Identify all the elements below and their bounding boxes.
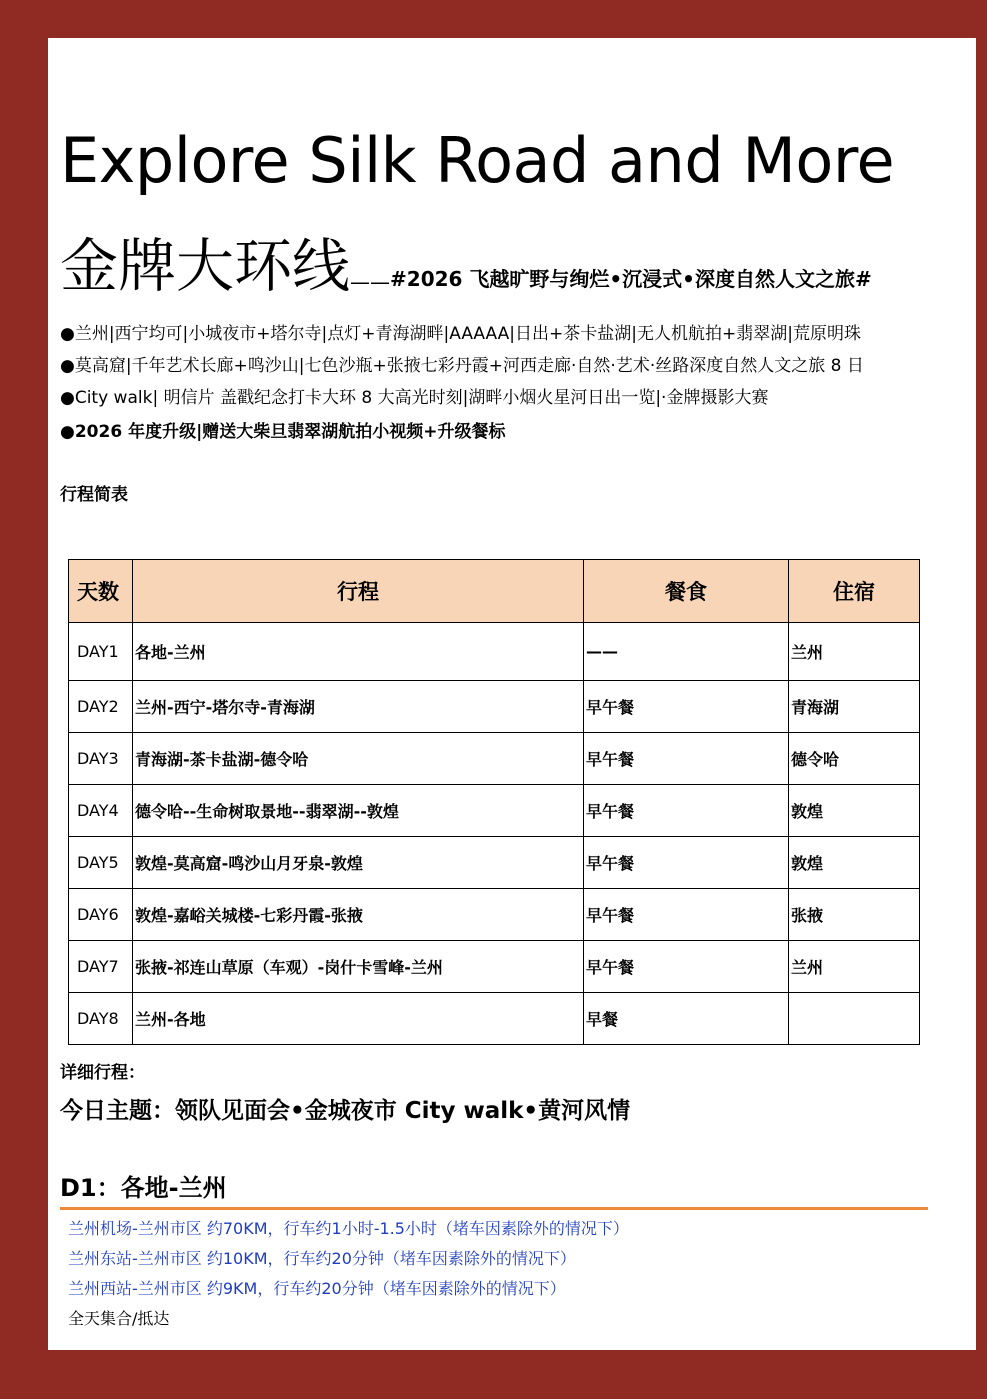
- cell-day: DAY6: [69, 889, 133, 941]
- table-row: [69, 889, 920, 941]
- itinerary-table: [68, 559, 920, 1045]
- document-page: [48, 38, 976, 1350]
- day1-transfer-list: [68, 1214, 629, 1334]
- cell-meals: 早午餐: [584, 837, 789, 889]
- cell-route: 敦煌-莫高窟-鸣沙山月牙泉-敦煌: [133, 837, 584, 889]
- title-dash: ——: [350, 270, 391, 294]
- cell-route: 兰州-各地: [133, 993, 584, 1045]
- cell-hotel: [789, 993, 920, 1045]
- cell-hotel: 张掖: [789, 889, 920, 941]
- cell-route: 兰州-西宁-塔尔寺-青海湖: [133, 681, 584, 733]
- bullet-item-upgrade: ●2026 年度升级|赠送大柴旦翡翠湖航拍小视频+升级餐标: [60, 422, 506, 442]
- arrival-note: 全天集合/抵达: [68, 1309, 170, 1328]
- cell-meals: 早午餐: [584, 785, 789, 837]
- table-row: [69, 993, 920, 1045]
- cell-hotel: 兰州: [789, 941, 920, 993]
- header-day: 天数: [69, 560, 133, 623]
- title-subtitle: #2026 飞越旷野与绚烂•沉浸式•深度自然人文之旅#: [390, 267, 872, 291]
- cell-route: 德令哈--生命树取景地--翡翠湖--敦煌: [133, 785, 584, 837]
- cell-day: DAY7: [69, 941, 133, 993]
- header-route: 行程: [133, 560, 584, 623]
- cell-meals: 早餐: [584, 993, 789, 1045]
- transfer-item: 兰州机场-兰州市区 约70KM，行车约1小时-1.5小时（堵车因素除外的情况下）: [68, 1219, 629, 1238]
- header-hotel: 住宿: [789, 560, 920, 623]
- cell-day: DAY3: [69, 733, 133, 785]
- bullet-item: ●City walk| 明信片 盖戳纪念打卡大环 8 大高光时刻|湖畔小烟火星河日出一览|·金牌摄影大赛: [60, 388, 769, 408]
- transfer-item: 兰州西站-兰州市区 约9KM，行车约20分钟（堵车因素除外的情况下）: [68, 1279, 566, 1298]
- table-header-row: [69, 560, 920, 623]
- table-row: [69, 681, 920, 733]
- cell-route: 青海湖-茶卡盐湖-德令哈: [133, 733, 584, 785]
- bullet-item: ●兰州|西宁均可|小城夜市+塔尔寺|点灯+青海湖畔|AAAAA|日出+茶卡盐湖|无人机航拍+翡翠湖|荒原明珠: [60, 324, 861, 344]
- cell-hotel: 敦煌: [789, 785, 920, 837]
- day1-heading: D1：各地-兰州: [60, 1174, 227, 1202]
- cell-meals: 早午餐: [584, 733, 789, 785]
- summary-label: 行程简表: [60, 485, 128, 505]
- table-row: [69, 733, 920, 785]
- heading-divider: [60, 1207, 928, 1210]
- title-english: Explore Silk Road and More: [60, 124, 895, 197]
- detail-label: 详细行程：: [60, 1063, 145, 1083]
- cell-hotel: 德令哈: [789, 733, 920, 785]
- cell-day: DAY5: [69, 837, 133, 889]
- cell-route: 张掖-祁连山草原（车观）-岗什卡雪峰-兰州: [133, 941, 584, 993]
- cell-hotel: 兰州: [789, 623, 920, 681]
- cell-hotel: 敦煌: [789, 837, 920, 889]
- cell-day: DAY2: [69, 681, 133, 733]
- table-row: [69, 623, 920, 681]
- table-row: [69, 941, 920, 993]
- bullet-item: ●莫高窟|千年艺术长廊+鸣沙山|七色沙瓶+张掖七彩丹霞+河西走廊·自然·艺术·丝路深度自然人文之旅 8 日: [60, 356, 864, 376]
- cell-meals: ——: [584, 623, 789, 681]
- header-meals: 餐食: [584, 560, 789, 623]
- title-chinese: [60, 234, 872, 298]
- title-chinese-main: 金牌大环线: [60, 232, 351, 300]
- cell-day: DAY8: [69, 993, 133, 1045]
- table-row: [69, 785, 920, 837]
- cell-day: DAY4: [69, 785, 133, 837]
- table-row: [69, 837, 920, 889]
- cell-route: 敦煌-嘉峪关城楼-七彩丹霞-张掖: [133, 889, 584, 941]
- cell-meals: 早午餐: [584, 681, 789, 733]
- cell-route: 各地-兰州: [133, 623, 584, 681]
- transfer-item: 兰州东站-兰州市区 约10KM，行车约20分钟（堵车因素除外的情况下）: [68, 1249, 576, 1268]
- cell-meals: 早午餐: [584, 941, 789, 993]
- cell-hotel: 青海湖: [789, 681, 920, 733]
- cell-day: DAY1: [69, 623, 133, 681]
- day-theme: 今日主题：领队见面会•金城夜市 City walk•黄河风情: [60, 1098, 631, 1124]
- cell-meals: 早午餐: [584, 889, 789, 941]
- highlight-bullets: [60, 318, 970, 450]
